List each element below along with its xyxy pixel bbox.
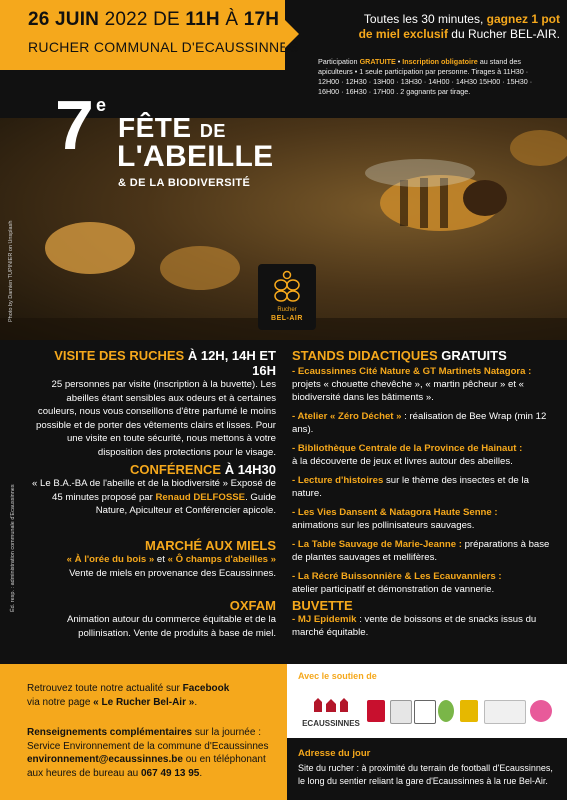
castle-icon: [300, 694, 362, 714]
buvette-heading: BUVETTE: [292, 598, 353, 613]
marche-section: [30, 538, 276, 580]
participation-text: Participation GRATUITE • Inscription obligatoire au stand des apiculteurs • 1 seule participation par personne. Tirages à 11H30 · 12H00 · 12H30 · 13H00 · 13H30 · 14H00 · 14H30 15H00 · 15H30 · 16H00 · 16H30 · 17H00 . 2 gagnants par tirage.: [318, 57, 533, 96]
event-date: 26 JUIN 2022 DE 11H À 17H: [28, 9, 280, 30]
stand-item: - La Table Sauvage de Marie-Jeanne : préparations à base de plantes sauvages et mellifères.: [292, 539, 550, 563]
title-fete: FÊTE DE: [118, 112, 226, 143]
marche-text: « À l'orée du bois » et « Ô champs d'abeilles » Vente de miels en provenance des Ecaussinnes.: [66, 554, 276, 579]
ecaussinnes-logo: [300, 694, 362, 726]
bee-body: [160, 246, 240, 290]
title-sup: e: [96, 95, 107, 115]
spw-logo: [390, 700, 412, 724]
conference-heading: CONFÉRENCE À 14H30: [130, 462, 276, 477]
marche-heading: MARCHÉ AUX MIELS: [145, 538, 276, 553]
stand-item: - La Récré Buissonnière & Les Ecauvanniers : atelier participatif et démonstration de vannerie.: [292, 571, 502, 595]
green-logo: [438, 700, 454, 722]
stand-item: - Lecture d'histoires sur le thème des insectes et de la nature.: [292, 475, 529, 499]
contact-box: [0, 664, 287, 800]
banner-arrow: [285, 20, 299, 48]
stand-item: - Les Vies Dansent & Natagora Haute Senne : animations sur les pollinisateurs sauvages.: [292, 507, 498, 531]
bee-logo-icon: [272, 270, 302, 304]
stand-item: - Bibliothèque Centrale de la Province de Hainaut : à la découverte de jeux et livres autour des abeilles.: [292, 443, 523, 467]
title-number: 7: [55, 86, 94, 164]
ecaussinnes-text: ECAUSSINNES: [302, 719, 360, 728]
conference-text: « Le B.A.-BA de l'abeille et de la biodiversité » Exposé de 45 minutes proposé par Renaud DELFOSSE. Guide Nature, Apiculteur et Conférencier apicole.: [32, 478, 276, 516]
logo-text-belair: BEL-AIR: [271, 315, 303, 322]
promo-text: Toutes les 30 minutes, gagnez 1 pot de miel exclusif du Rucher BEL-AIR.: [358, 12, 560, 41]
title-abeille: L'ABEILLE: [117, 140, 274, 173]
facebook-text: Retrouvez toute notre actualité sur Facebook via notre page « Le Rucher Bel-Air ».: [27, 683, 230, 708]
contact-email[interactable]: environnement@ecaussinnes.be: [27, 754, 183, 765]
bee-stripe: [400, 180, 408, 226]
bee-body: [45, 222, 135, 274]
wallonie-logo: [367, 700, 385, 722]
sponsors-title: Avec le soutien de: [298, 671, 377, 681]
responsible-publisher: Éd. resp. : administration communale d'Ecaussinnes: [10, 484, 16, 612]
address-text: Site du rucher : à proximité du terrain de football d'Ecaussinnes, le long du sentier reliant la gare d'Ecaussinnes à la rue Bel-Air.: [298, 763, 553, 786]
bee-wing: [365, 159, 475, 187]
contact-phone[interactable]: 067 49 13 95: [140, 767, 200, 779]
visite-text: 25 personnes par visite (inscription à la buvette). Les abeilles étant sensibles aux odeurs et à certaines couleurs, nous vous conseillons d'être parfumé le moins possible et de porter des vêtements clairs et lisses. Pour une visite en toute sécurité, nous mettons à votre disposition des protections pour le visage.: [36, 379, 276, 458]
conference-section: [30, 462, 276, 518]
bee-head: [463, 180, 507, 216]
visite-heading: VISITE DES RUCHES À 12H, 14H ET 16H: [54, 348, 276, 378]
province-logo: [414, 700, 436, 724]
logo-text-rucher: Rucher: [277, 307, 297, 313]
bee-body: [510, 130, 567, 166]
oxfam-heading: OXFAM: [229, 598, 276, 613]
stands-heading: STANDS DIDACTIQUES GRATUITS: [292, 348, 507, 363]
circle-logo: [530, 700, 552, 722]
buvette-section: [292, 598, 554, 639]
buvette-text: - MJ Epidemik : vente de boissons et de snacks issus du marché équitable.: [292, 614, 537, 638]
event-venue: RUCHER COMMUNAL D'ECAUSSINNES: [28, 39, 299, 55]
partner-logo: [484, 700, 526, 724]
oxfam-text: Animation autour du commerce équitable et de la pollinisation. Vente de produits à base de miel.: [66, 614, 276, 639]
stand-item: - Atelier « Zéro Déchet » : réalisation de Bee Wrap (min 12 ans).: [292, 411, 547, 435]
oxfam-section: [30, 598, 276, 640]
photo-credit: Photo by Damien TUPINIER on Unsplash: [8, 220, 14, 322]
title-biodiversite: & DE LA BIODIVERSITÉ: [118, 177, 251, 189]
bee-partner-logo: [460, 700, 478, 722]
visite-section: [30, 348, 276, 459]
stand-item: - Ecaussinnes Cité Nature & GT Martinets Natagora : projets « chouette chevêche », « martin pêcheur » et « biodiversité dans les bâtiments ».: [292, 366, 532, 403]
renseignements-text: Renseignements complémentaires sur la journée : Service Environnement de la commune d'Ecaussinnes environnement@ecaussinnes.be ou en téléphonant aux heures de bureau au 067 49 13 95.: [27, 727, 269, 779]
stands-section: [292, 348, 554, 596]
address-title: Adresse du jour: [298, 748, 371, 759]
